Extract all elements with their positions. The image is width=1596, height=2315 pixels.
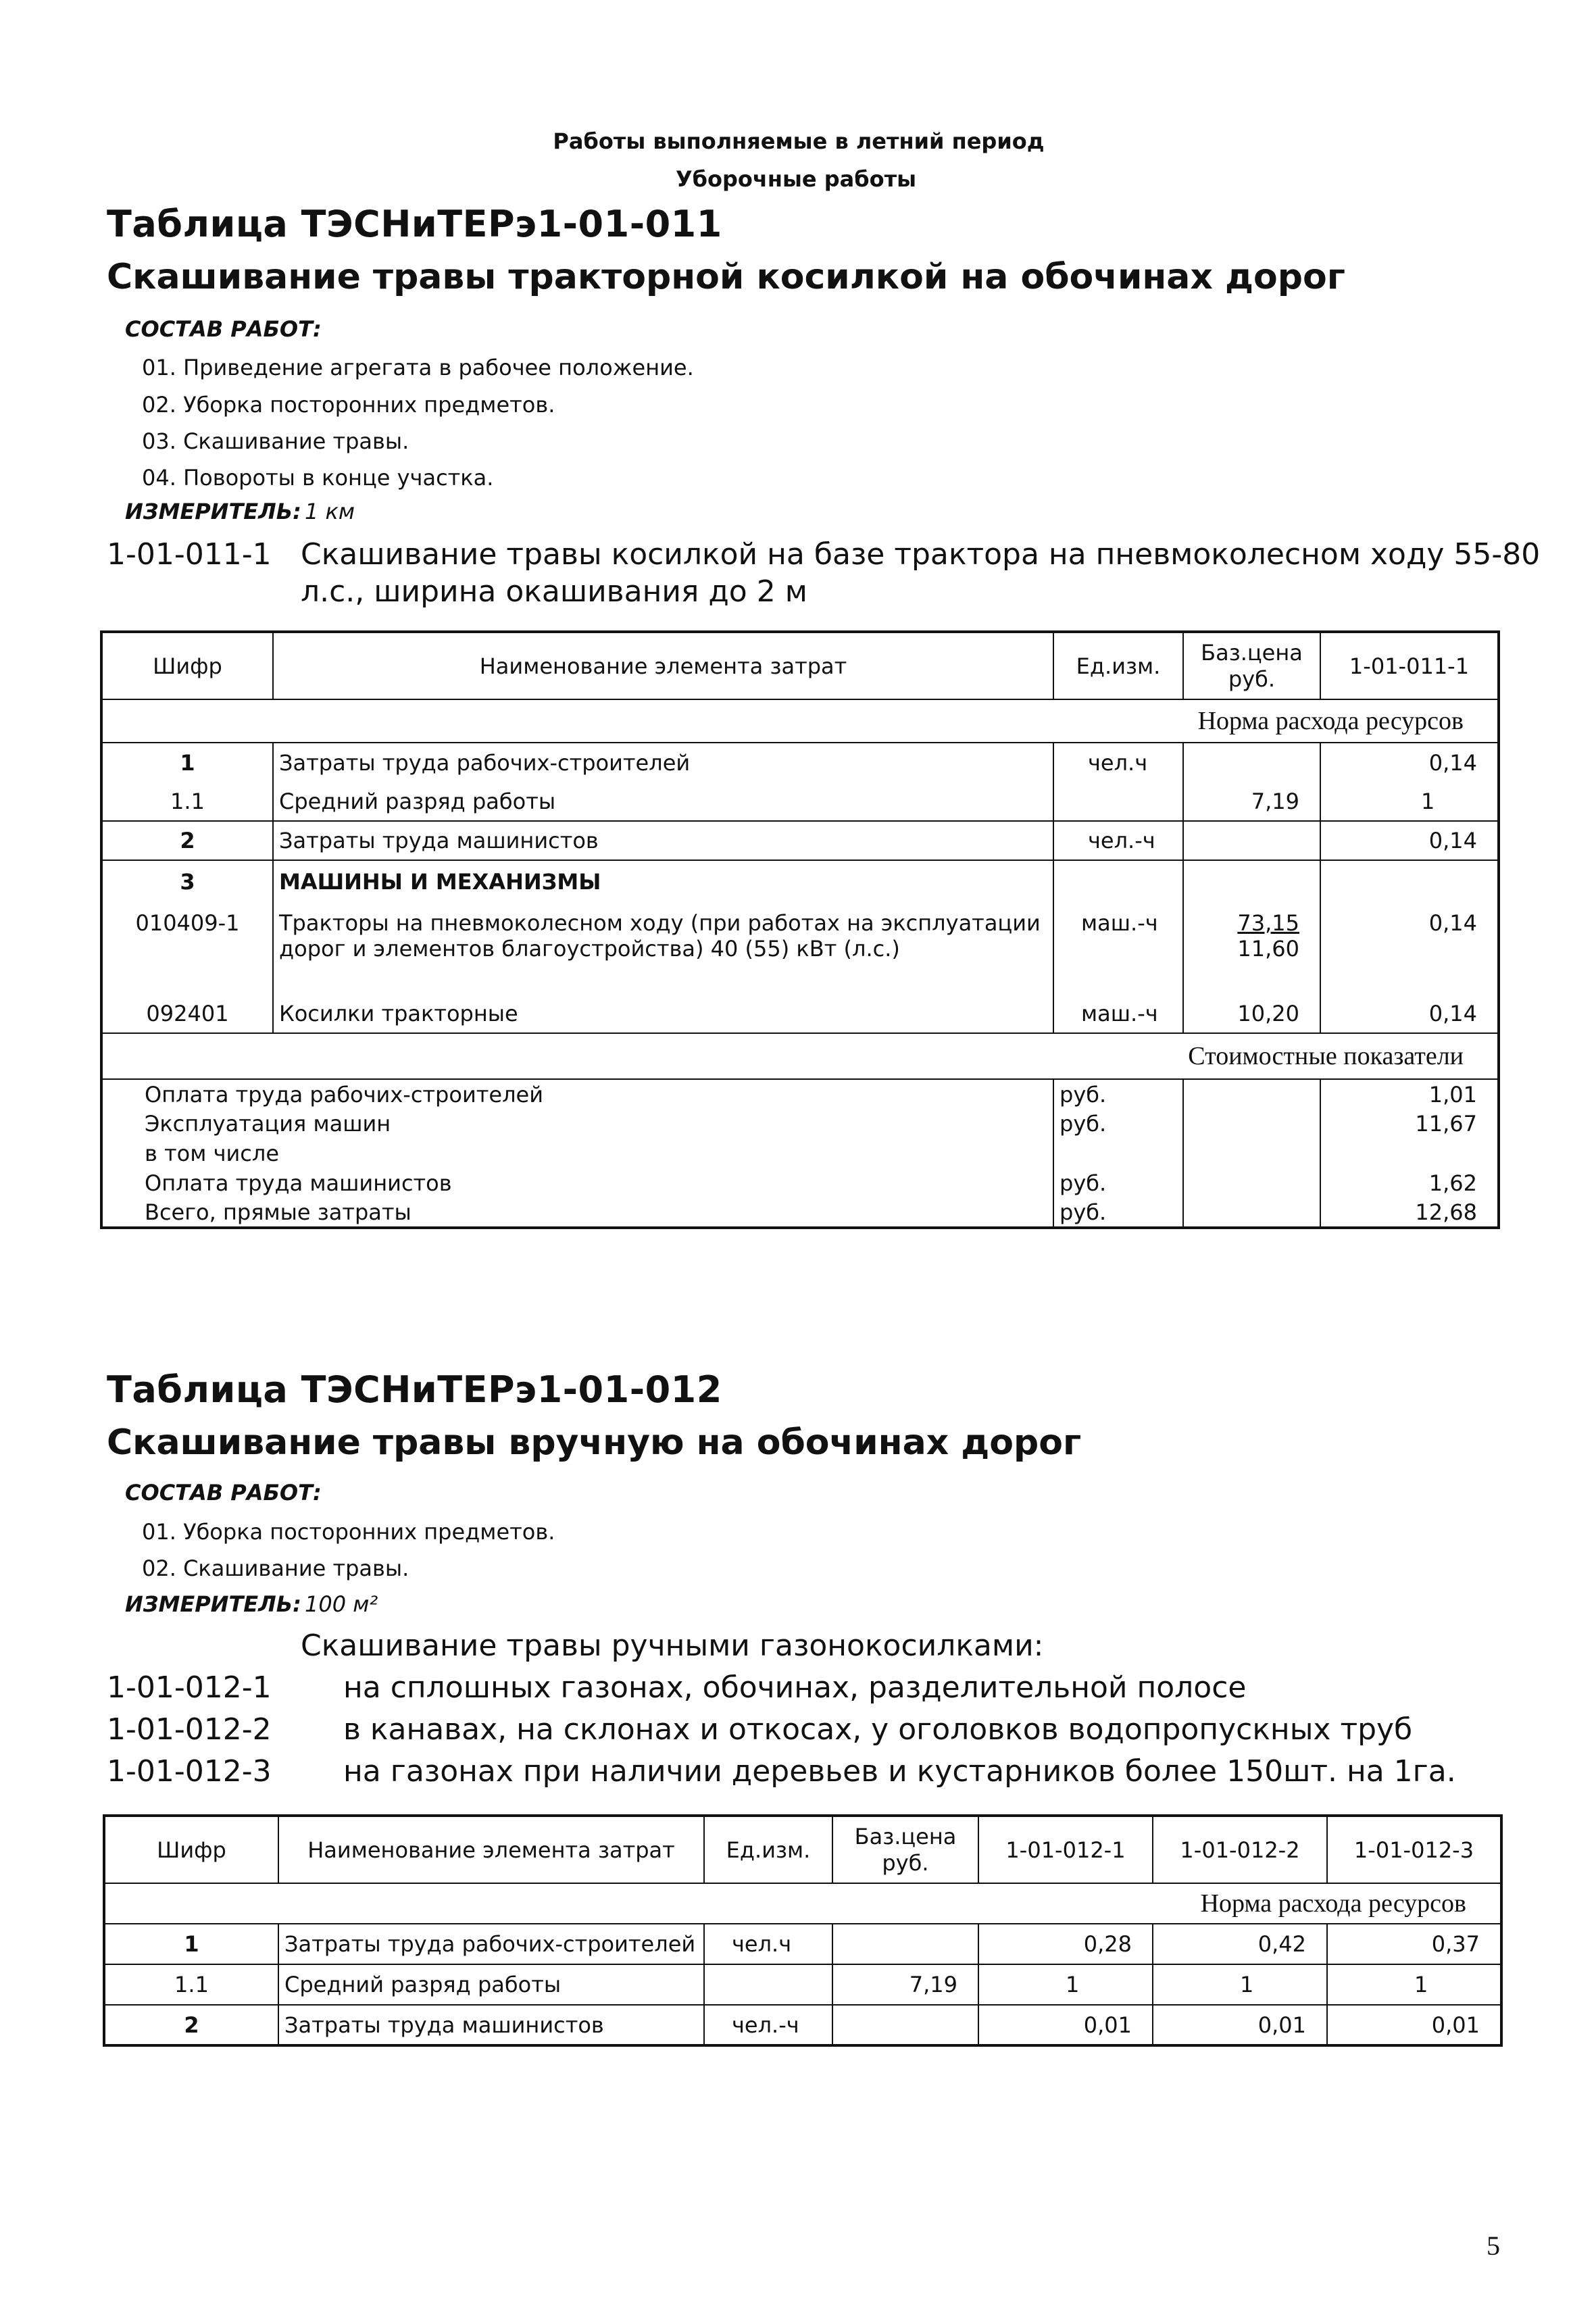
table1 — [100, 630, 1500, 1229]
table1-measure — [125, 499, 355, 524]
row-v3: 0,01 — [1327, 2005, 1501, 2045]
row-name-line1: Тракторы на пневмоколесном ходу (при работах на эксплуатации — [279, 910, 1041, 936]
row-value: 1 — [1320, 782, 1499, 821]
row-name: Затраты труда рабочих-строителей — [273, 743, 1053, 782]
cost-value: 1,01 — [1428, 1081, 1477, 1107]
table1-sostav-label: СОСТАВ РАБОТ: — [125, 316, 322, 342]
row-name: Средний разряд работы — [273, 782, 1053, 821]
header-col2: 1-01-012-2 — [1153, 1816, 1327, 1883]
row-v2: 0,42 — [1153, 1924, 1327, 1964]
row-value: 0,14 — [1428, 1000, 1477, 1026]
empty-cell — [1183, 1168, 1320, 1198]
row-price: 7,19 — [1183, 782, 1320, 821]
table2-measure — [125, 1591, 378, 1617]
table-row — [104, 1924, 1501, 1964]
table-row — [101, 1139, 1499, 1168]
row-unit: чел.-ч — [1053, 821, 1183, 860]
cost-unit: руб. — [1053, 1079, 1183, 1109]
table2-title: Таблица ТЭСНиТЕРэ1-01-012 — [107, 1368, 722, 1411]
table2-item-desc: на газонах при наличии деревьев и кустарников более 150шт. на 1га. — [343, 1754, 1456, 1789]
cost-name: Оплата труда машинистов — [101, 1168, 1053, 1198]
empty-cell — [1183, 1139, 1320, 1168]
measure-value: 100 м² — [305, 1591, 378, 1617]
header-unit: Ед.изм. — [1053, 632, 1183, 699]
table2-item-desc: на сплошных газонах, обочинах, разделительной полосе — [343, 1670, 1247, 1705]
table2-subtitle: Скашивание травы вручную на обочинах дорог — [107, 1422, 1082, 1463]
table-row — [104, 1964, 1501, 2005]
row-v3: 1 — [1327, 1964, 1501, 2005]
table-row — [101, 1109, 1499, 1139]
row-price — [1183, 821, 1320, 860]
cost-unit — [1053, 1139, 1183, 1168]
table-row — [101, 994, 1499, 1033]
cost-unit: руб. — [1053, 1109, 1183, 1139]
table1-step: 02. Уборка посторонних предметов. — [142, 392, 555, 418]
empty-cell — [1320, 860, 1499, 902]
table1-norm-row — [101, 699, 1499, 743]
empty-cell — [1183, 860, 1320, 902]
row-value: 0,14 — [1428, 910, 1477, 936]
header-unit: Ед.изм. — [704, 1816, 832, 1883]
row-unit — [704, 1964, 832, 2005]
header-price — [1183, 632, 1320, 699]
cost-name: Эксплуатация машин — [101, 1109, 1053, 1139]
table1-title: Таблица ТЭСНиТЕРэ1-01-011 — [107, 203, 722, 245]
measure-label: ИЗМЕРИТЕЛЬ: — [125, 1591, 301, 1617]
cost-value — [1320, 1139, 1499, 1168]
cost-unit: руб. — [1053, 1198, 1183, 1228]
header-price-line1: Баз.цена — [854, 1824, 957, 1850]
header-price-line1: Баз.цена — [1201, 640, 1303, 666]
row-name: Средний разряд работы — [278, 1964, 704, 2005]
table-row — [101, 1168, 1499, 1198]
header-price-line2: руб. — [882, 1849, 929, 1876]
table-row — [101, 821, 1499, 860]
table2-header-row — [104, 1816, 1501, 1883]
cost-value: 12,68 — [1415, 1199, 1477, 1225]
table2-item-desc: в канавах, на склонах и откосах, у оголовков водопропускных труб — [343, 1712, 1413, 1747]
row-code: 1 — [104, 1924, 278, 1964]
norm-header: Норма расхода ресурсов — [104, 1883, 1501, 1924]
row-code: 1.1 — [104, 1964, 278, 2005]
table-row — [101, 1198, 1499, 1228]
row-name-line2: дорог и элементов благоустройства) 40 (55) кВт (л.с.) — [279, 936, 900, 962]
cost-name: Оплата труда рабочих-строителей — [101, 1079, 1053, 1109]
row-price-line2: 11,60 — [1237, 936, 1299, 962]
empty-cell — [1183, 1079, 1320, 1109]
header-shifr: Шифр — [101, 632, 273, 699]
row-value: 0,14 — [1428, 749, 1477, 776]
header-name: Наименование элемента затрат — [273, 632, 1053, 699]
row-unit: маш.-ч — [1053, 902, 1183, 994]
row-name: Затраты труда машинистов — [278, 2005, 704, 2045]
measure-value: 1 км — [305, 499, 355, 524]
row-v2: 0,01 — [1153, 2005, 1327, 2045]
row-v1: 0,01 — [978, 2005, 1153, 2045]
header-price — [832, 1816, 978, 1883]
row-unit: чел.ч — [1053, 743, 1183, 782]
row-v1: 0,28 — [978, 1924, 1153, 1964]
subsection-heading: Уборочные работы — [676, 166, 917, 192]
row-price — [1183, 902, 1320, 994]
row-unit: маш.-ч — [1053, 994, 1183, 1033]
row-price-line1: 73,15 — [1237, 910, 1299, 936]
row-value: 0,14 — [1320, 821, 1499, 860]
row-code: 1.1 — [101, 782, 273, 821]
table2-item-code: 1-01-012-3 — [107, 1754, 272, 1789]
table-row — [101, 743, 1499, 782]
table1-subtitle: Скашивание травы тракторной косилкой на обочинах дорог — [107, 257, 1345, 297]
row-code: 2 — [101, 821, 273, 860]
table1-item-desc-line2: л.с., ширина окашивания до 2 м — [301, 574, 807, 609]
table2-item-code: 1-01-012-1 — [107, 1670, 272, 1705]
row-name: Затраты труда машинистов — [273, 821, 1053, 860]
row-v2: 1 — [1153, 1964, 1327, 2005]
cost-header: Стоимостные показатели — [101, 1033, 1499, 1079]
header-shifr: Шифр — [104, 1816, 278, 1883]
cost-value: 1,62 — [1428, 1170, 1477, 1196]
table-row — [101, 1079, 1499, 1109]
table-row — [104, 2005, 1501, 2045]
cost-unit: руб. — [1053, 1168, 1183, 1198]
table1-step: 03. Скашивание травы. — [142, 428, 409, 454]
row-code: 1 — [101, 743, 273, 782]
row-code: 010409-1 — [101, 902, 273, 994]
table1-cost-row — [101, 1033, 1499, 1079]
page-number: 5 — [1487, 2231, 1500, 2261]
empty-cell — [1183, 1109, 1320, 1139]
row-v3: 0,37 — [1327, 1924, 1501, 1964]
row-code: 2 — [104, 2005, 278, 2045]
table1-item-code: 1-01-011-1 — [107, 537, 272, 572]
cost-name: Всего, прямые затраты — [101, 1198, 1053, 1228]
row-code: 3 — [101, 860, 273, 902]
table2-sostav-label: СОСТАВ РАБОТ: — [125, 1480, 322, 1505]
row-unit — [1053, 782, 1183, 821]
table-row — [101, 902, 1499, 994]
norm-header: Норма расхода ресурсов — [101, 699, 1499, 743]
row-name: Затраты труда рабочих-строителей — [278, 1924, 704, 1964]
table2 — [103, 1814, 1503, 2047]
row-name: МАШИНЫ И МЕХАНИЗМЫ — [273, 860, 1053, 902]
empty-cell — [1053, 860, 1183, 902]
table2-step: 02. Скашивание травы. — [142, 1555, 409, 1581]
header-col1: 1-01-012-1 — [978, 1816, 1153, 1883]
table1-item-desc-line1: Скашивание травы косилкой на базе трактора на пневмоколесном ходу 55-80 — [301, 537, 1541, 572]
row-unit: чел.-ч — [704, 2005, 832, 2045]
table1-step: 04. Повороты в конце участка. — [142, 465, 494, 491]
table1-header-row — [101, 632, 1499, 699]
section-heading: Работы выполняемые в летний период — [553, 128, 1045, 154]
header-price-line2: руб. — [1228, 666, 1276, 692]
table2-step: 01. Уборка посторонних предметов. — [142, 1519, 555, 1545]
table1-step: 01. Приведение агрегата в рабочее положение. — [142, 355, 694, 380]
measure-label: ИЗМЕРИТЕЛЬ: — [125, 499, 301, 524]
header-name: Наименование элемента затрат — [278, 1816, 704, 1883]
row-price — [832, 2005, 978, 2045]
row-price: 7,19 — [832, 1964, 978, 2005]
row-name — [273, 902, 1053, 994]
header-col3: 1-01-012-3 — [1327, 1816, 1501, 1883]
row-price — [832, 1924, 978, 1964]
table2-norm-row — [104, 1883, 1501, 1924]
row-price — [1183, 743, 1320, 782]
row-code: 092401 — [101, 994, 273, 1033]
table-row — [101, 782, 1499, 821]
table-row — [101, 860, 1499, 902]
header-col: 1-01-011-1 — [1320, 632, 1499, 699]
table2-group-desc: Скашивание травы ручными газонокосилками: — [301, 1628, 1044, 1663]
row-unit: чел.ч — [704, 1924, 832, 1964]
cost-value: 11,67 — [1415, 1111, 1477, 1137]
row-price: 10,20 — [1183, 994, 1320, 1033]
cost-name: в том числе — [101, 1139, 1053, 1168]
empty-cell — [1183, 1198, 1320, 1228]
row-v1: 1 — [978, 1964, 1153, 2005]
table2-item-code: 1-01-012-2 — [107, 1712, 272, 1747]
row-name: Косилки тракторные — [273, 994, 1053, 1033]
